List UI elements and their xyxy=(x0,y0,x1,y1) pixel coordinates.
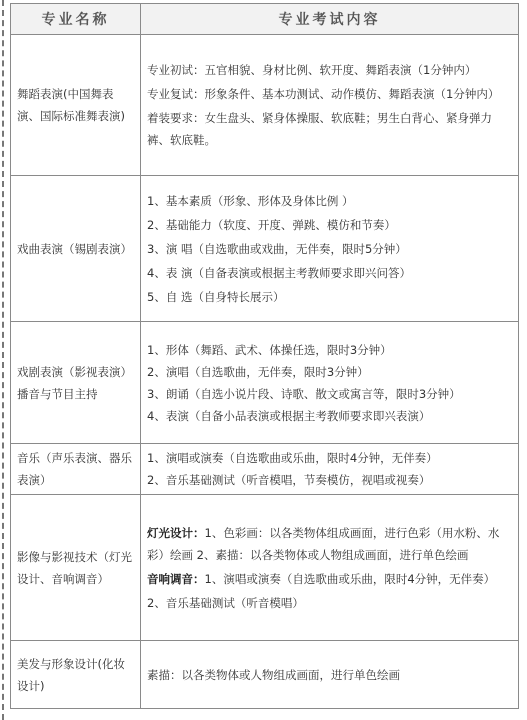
content-line: 2、音乐基础测试（听音模唱，节奏模仿，视唱或视奏） xyxy=(147,473,431,487)
content-line: 1、形体（舞蹈、武术、体操任选，限时3分钟） xyxy=(147,342,392,357)
table-row xyxy=(11,35,519,176)
major-name-cell: 美发与形象设计(化妆设计) xyxy=(11,641,141,709)
content-line: 素描：以各类物体或人物组成画面，进行单色绘画 xyxy=(147,667,400,682)
content-line: 1、演唱或演奏（自选歌曲或乐曲，限时4分钟，无伴奏） xyxy=(147,451,438,465)
content-line: 4、表 演（自备表演或根据主考教师要求即兴问答） xyxy=(147,265,411,280)
content-line: 2、音乐基础测试（听音模唱） xyxy=(147,595,304,610)
exam-content-cell xyxy=(141,641,519,709)
exam-content-cell xyxy=(141,495,519,641)
major-name-cell: 影像与影视技术（灯光设计、音响调音） xyxy=(11,495,141,641)
table-row xyxy=(11,322,519,444)
header-major-name: 专业名称 xyxy=(11,4,141,35)
content-line: 2、演唱（自选歌曲，无伴奏，限时3分钟） xyxy=(147,364,369,379)
lighting-design-line xyxy=(147,522,512,566)
exam-content-cell xyxy=(141,35,519,176)
major-name-cell: 音乐（声乐表演、器乐表演） xyxy=(11,444,141,495)
content-line: 3、演 唱（自选歌曲或戏曲，无伴奏，限时5分钟） xyxy=(147,241,407,256)
content-line: 3、朗诵（自选小说片段、诗歌、散文或寓言等，限时3分钟） xyxy=(147,386,461,401)
content-line: 1、基本素质（形象、形体及身体比例 ） xyxy=(147,193,354,208)
lighting-design-label: 灯光设计： xyxy=(147,525,205,540)
exam-content-cell xyxy=(141,322,519,444)
content-line: 专业初试：五官相貌、身材比例、软开度、舞蹈表演（1分钟内） xyxy=(147,63,477,77)
sound-tuning-label: 音响调音： xyxy=(147,571,205,586)
sound-tuning-line xyxy=(147,568,512,590)
header-exam-content: 专业考试内容 xyxy=(141,4,519,35)
table-row xyxy=(11,495,519,641)
content-line: 4、表演（自备小品表演或根据主考教师要求即兴表演） xyxy=(147,408,431,423)
table-header-row xyxy=(11,4,519,35)
exam-content-cell xyxy=(141,176,519,322)
dashed-border xyxy=(2,0,4,720)
table-row xyxy=(11,444,519,495)
exam-content-table xyxy=(10,3,519,709)
major-name-cell: 戏剧表演（影视表演）播音与节目主持 xyxy=(11,322,141,444)
lighting-design-text: 1、色彩画：以各类物体组成画面，进行色彩（用水粉、水彩）绘画 2、素描：以各类物体或人物组成画面，进行单色绘画 xyxy=(147,525,500,562)
exam-content-cell xyxy=(141,444,519,495)
table-row xyxy=(11,176,519,322)
content-line: 专业复试：形象条件、基本功测试、动作模仿、舞蹈表演（1分钟内） xyxy=(147,87,500,101)
content-line: 2、基础能力（软度、开度、弹跳、模仿和节奏） xyxy=(147,217,396,232)
content-line: 5、自 选（自身特长展示） xyxy=(147,289,285,304)
sound-tuning-text: 1、演唱或演奏（自选歌曲或乐曲，限时4分钟，无伴奏） xyxy=(204,571,496,586)
content-line: 着装要求：女生盘头、紧身体操服、软底鞋；男生白背心、紧身弹力裤、软底鞋。 xyxy=(147,111,492,147)
major-name-cell: 戏曲表演（锡剧表演） xyxy=(11,176,141,322)
major-name-cell: 舞蹈表演(中国舞表演、国际标准舞表演) xyxy=(11,35,141,176)
table-row xyxy=(11,641,519,709)
